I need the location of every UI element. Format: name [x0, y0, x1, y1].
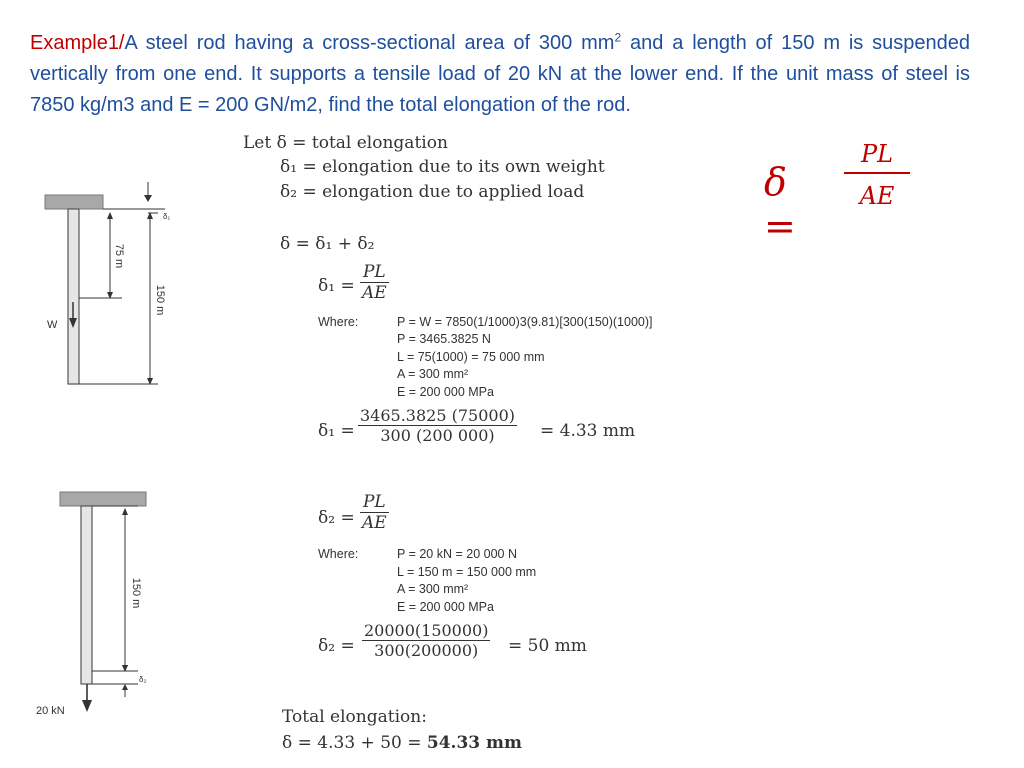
problem-statement [30, 28, 970, 130]
rod-1 [68, 209, 79, 384]
part1-var-5: E = 200 000 MPa [397, 385, 494, 399]
delta1-calc-fraction [358, 406, 517, 445]
total-prefix: δ = 4.33 + 50 = [282, 733, 427, 753]
delta1-lhs: δ₁ = [318, 276, 355, 296]
definition-delta2: δ₂ = elongation due to applied load [280, 182, 585, 202]
part1-var-3: L = 75(1000) = 75 000 mm [397, 350, 545, 364]
support-1 [45, 195, 103, 209]
delta2-calc-fraction [362, 621, 490, 660]
figure-rod-applied-load [30, 485, 190, 725]
formula-lhs: δ = [764, 160, 796, 248]
delta2-fraction [360, 492, 389, 533]
dim-150m-2: 150 m [130, 577, 142, 609]
formula-numerator: PL [844, 140, 910, 174]
delta1-calc-lhs: δ₁ = [318, 421, 355, 441]
delta1-label: δ₁ [163, 212, 171, 221]
problem-text-2: and a length of 150 m is suspended vertically from one end. It supports a tensile load of 20 kN at the lower end. If the unit mass of steel is 7850 kg/m3 and E = 200 GN/m2, find the total elongation of the rod. [30, 32, 970, 116]
delta2-calc-denominator: 300(200000) [374, 641, 479, 660]
total-equation [282, 733, 522, 753]
problem-superscript: 2 [614, 30, 622, 45]
delta1-denominator: AE [362, 283, 387, 303]
part1-var-4: A = 300 mm² [397, 367, 469, 381]
problem-text-1: A steel rod having a cross-sectional area of 300 mm [124, 32, 615, 54]
part1-var-1: P = W = 7850(1/1000)3(9.81)[300(150)(1000)] [397, 315, 653, 329]
delta2-result: = 50 mm [508, 636, 587, 656]
delta2-calc-lhs: δ₂ = [318, 636, 355, 656]
delta2-label: δ₂ [139, 675, 147, 684]
where-label-1: Where: [318, 315, 359, 329]
part2-var-4: E = 200 000 MPa [397, 600, 494, 614]
dim-150m-1: 150 m [154, 284, 166, 316]
part2-var-1: P = 20 kN = 20 000 N [397, 547, 517, 561]
load-w-label: W [47, 319, 58, 331]
delta1-calc-numerator: 3465.3825 (75000) [360, 406, 515, 425]
definition-delta1: δ₁ = elongation due to its own weight [280, 157, 605, 177]
example-label: Example1/ [30, 32, 125, 54]
delta2-calc-numerator: 20000(150000) [364, 621, 489, 640]
delta1-fraction [360, 262, 389, 303]
formula-denominator: AE [859, 182, 895, 210]
part2-var-2: L = 150 m = 150 000 mm [397, 565, 537, 579]
where-label-2: Where: [318, 547, 359, 561]
delta-sum: δ = δ₁ + δ₂ [280, 234, 375, 254]
part2-var-3: A = 300 mm² [397, 582, 469, 596]
formula-fraction [844, 140, 910, 210]
delta1-calc-denominator: 300 (200 000) [380, 426, 495, 445]
dim-75m: 75 m [113, 243, 125, 269]
delta2-denominator: AE [362, 513, 387, 533]
delta1-numerator: PL [360, 262, 389, 283]
total-label: Total elongation: [282, 707, 427, 727]
support-2 [60, 492, 146, 506]
delta2-numerator: PL [360, 492, 389, 513]
figure-rod-own-weight [30, 178, 190, 393]
delta2-lhs: δ₂ = [318, 508, 355, 528]
load-20kn-label: 20 kN [36, 705, 65, 717]
let-line: Let δ = total elongation [243, 133, 448, 153]
delta1-result: = 4.33 mm [540, 421, 636, 441]
total-value: 54.33 mm [426, 733, 523, 753]
part1-var-2: P = 3465.3825 N [397, 332, 491, 346]
rod-2 [81, 506, 92, 684]
